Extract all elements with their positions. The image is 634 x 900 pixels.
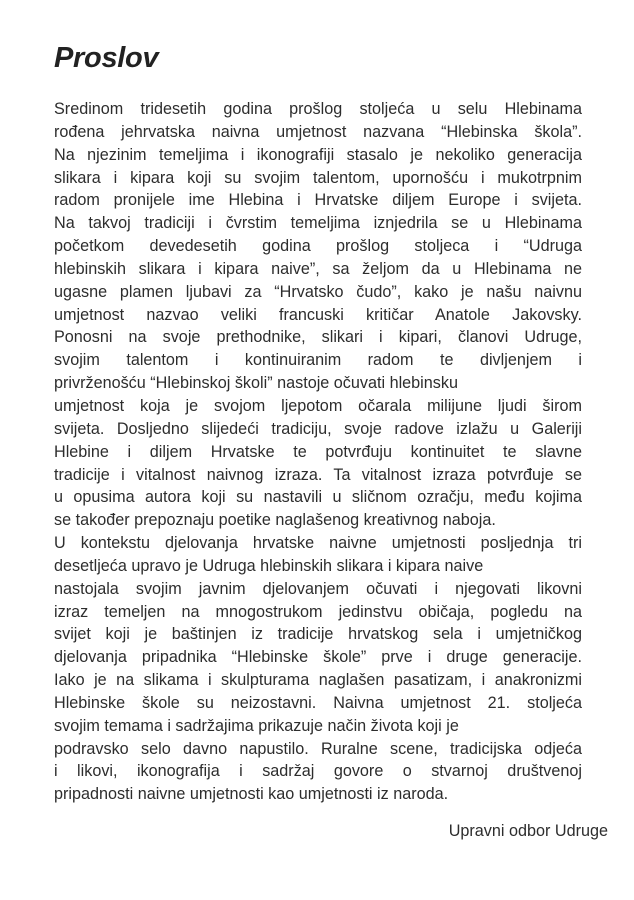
signature: Upravni odbor Udruge <box>448 822 608 840</box>
page-title: Proslov <box>54 42 159 74</box>
text-line: izraz temeljen na mnogostrukom jedinstvu običaja, pogledu na <box>54 602 582 621</box>
text-line: hlebinskih slikara i kipara naive”, sa željom da u Hlebinama ne <box>54 259 582 278</box>
text-line: Hlebinske škole su neizostavni. Naivna umjetnost 21. stoljeća <box>54 693 582 712</box>
text-line: svojim talentom i kontinuiranim radom te divljenjem i <box>54 351 582 370</box>
text-line: radom pronijele ime Hlebina i Hrvatske diljem Europe i svijeta. <box>54 191 582 210</box>
text-line: pripadnosti naivne umjetnosti kao umjetnosti iz naroda. <box>54 785 449 804</box>
text-line: Hlebine i diljem Hrvatske te potvrđuju kontinuitet te slavne <box>54 442 582 461</box>
text-line: svijeta. Dosljedno slijedeći tradiciju, svoje radove izlažu u Galeriji <box>54 419 582 438</box>
text-line: u opusima autora koji su nastavili u sličnom ozračju, među kojima <box>54 488 582 507</box>
text-line: početkom devedesetih godina prošlog stoljeca i “Udruga <box>54 237 582 256</box>
text-line: desetljeća upravo je Udruga hlebinskih slikara i kipara naive <box>54 556 484 575</box>
text-line: tradicije i vitalnost naivnog izraza. Ta vitalnost izraza potvrđuje se <box>54 465 582 484</box>
text-line: Sredinom tridesetih godina prošlog stoljeća u selu Hlebinama <box>54 100 582 118</box>
foreword-body <box>54 98 582 806</box>
text-line: Na takvoj tradiciji i čvrstim temeljima iznjedrila se u Hlebinama <box>54 214 582 233</box>
text-line: svijet koji je baštinjen iz tradicije hrvatskog sela i umjetničkog <box>54 625 582 644</box>
text-line: svojim temama i sadržajima prikazuje način života koji je <box>54 716 459 735</box>
text-line: se također prepoznaju poetike naglašenog kreativnog naboja. <box>54 511 496 530</box>
text-line: rođena jehrvatska naivna umjetnost nazvana “Hlebinska škola”. <box>54 122 582 141</box>
text-line: ugasne plamen ljubavi za “Hrvatsko čudo”, kako je našu naivnu <box>54 282 582 301</box>
text-line: umjetnost nazvao veliki francuski kritičar Anatole Jakovsky. <box>54 305 582 324</box>
text-line: i likovi, ikonografija i sadržaj govore o stvarnoj društvenoj <box>54 762 582 781</box>
text-line: Na njezinim temeljima i ikonografiji stasalo je nekoliko generacija <box>54 145 582 164</box>
text-line: podravsko selo davno napustilo. Ruralne scene, tradicijska odjeća <box>54 739 582 758</box>
text-line: djelovanja pripadnika “Hlebinske škole” prve i druge generacije. <box>54 648 582 667</box>
text-line: nastojala svojim javnim djelovanjem očuvati i njegovati likovni <box>54 579 582 598</box>
text-line: U kontekstu djelovanja hrvatske naivne umjetnosti posljednja tri <box>54 534 582 553</box>
text-line: Ponosni na svoje prethodnike, slikari i kipari, članovi Udruge, <box>54 328 582 347</box>
text-line: slikara i kipara koji su svojim talentom, upornošću i mukotrpnim <box>54 168 582 187</box>
text-line: Iako je na slikama i skulpturama naglašen pasatizam, i anakronizmi <box>54 671 582 690</box>
text-line: privrženošću “Hlebinskoj školi” nastoje očuvati hlebinsku <box>54 374 458 393</box>
text-line: umjetnost koja je svojom ljepotom očarala milijune ljudi širom <box>54 396 582 415</box>
